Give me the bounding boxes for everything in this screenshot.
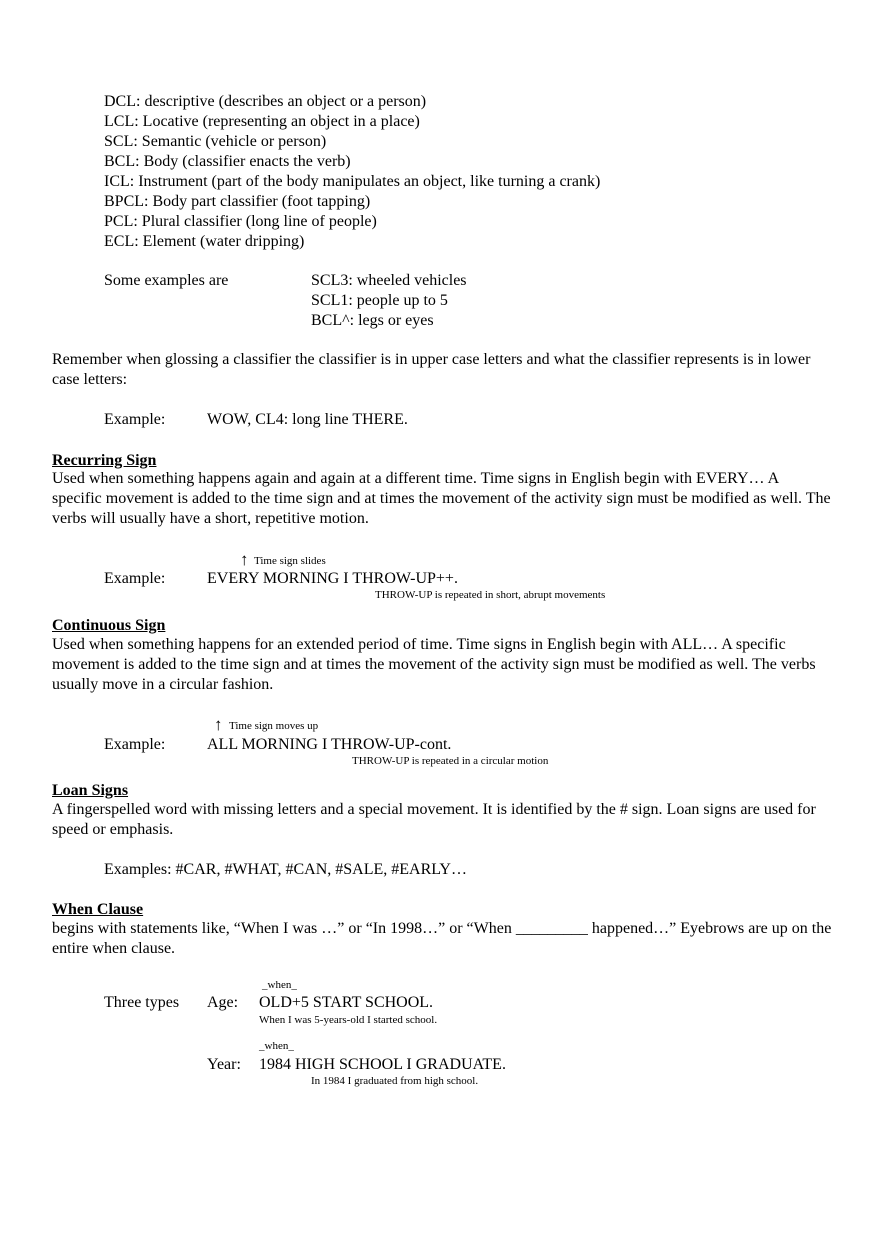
age-example-text: OLD+5 START SCHOOL.: [259, 994, 434, 1011]
loan-body: A fingerspelled word with missing letters and a special movement. It is identified by the # sign. Loan signs are used for speed or emphasis.: [52, 801, 816, 838]
example-item: SCL3: wheeled vehicles: [311, 272, 467, 289]
age-translation: When I was 5-years-old I started school.: [259, 1014, 438, 1026]
continuous-sub-note: THROW-UP is repeated in a circular motion: [352, 755, 549, 767]
continuous-arrow-note: Time sign moves up: [229, 720, 319, 732]
classifier-item: LCL: Locative (representing an object in a place): [104, 113, 420, 130]
loan-heading: Loan Signs: [52, 782, 129, 799]
arrow-up-icon: ↑: [240, 550, 249, 569]
classifier-item: ECL: Element (water dripping): [104, 233, 305, 250]
age-label: Age:: [207, 994, 239, 1011]
recurring-example-label: Example:: [104, 570, 166, 587]
examples-list: [311, 271, 467, 331]
recurring-body: Used when something happens again and again at a different time. Time signs in English begin with EVERY… A specific movement is added to the time sign and at times the movement of the activity sign must be modified as well. The verbs will usually have a short, repetitive motion.: [52, 470, 831, 527]
year-example-text: 1984 HIGH SCHOOL I GRADUATE.: [259, 1056, 506, 1073]
gloss-note: Remember when glossing a classifier the classifier is in upper case letters and what the classifier represents is in lower case letters:: [52, 351, 811, 388]
arrow-up-icon: ↑: [214, 715, 223, 734]
classifier-item: DCL: descriptive (describes an object or a person): [104, 93, 427, 110]
gloss-example-label: Example:: [104, 411, 166, 428]
when-body: begins with statements like, “When I was …” or “In 1998…” or “When _________ happened…” Eyebrows are up on the entire when clause.: [52, 920, 832, 957]
continuous-example-text: ALL MORNING I THROW-UP-cont.: [207, 736, 452, 753]
classifier-item: ICL: Instrument (part of the body manipulates an object, like turning a crank): [104, 173, 601, 190]
example-item: BCL^: legs or eyes: [311, 312, 434, 329]
classifier-list: [104, 92, 600, 252]
recurring-arrow-note: Time sign slides: [254, 555, 326, 567]
when-heading: When Clause: [52, 901, 144, 918]
year-translation: In 1984 I graduated from high school.: [311, 1075, 479, 1087]
recurring-example-text: EVERY MORNING I THROW-UP++.: [207, 570, 458, 587]
continuous-body: Used when something happens for an extended period of time. Time signs in English begin with ALL… A specific movement is added to the time sign and at times the movement of the activity sign must be modified as well. The verbs usually move in a circular fashion.: [52, 636, 816, 693]
classifier-item: SCL: Semantic (vehicle or person): [104, 133, 327, 150]
continuous-heading: Continuous Sign: [52, 617, 166, 634]
example-item: SCL1: people up to 5: [311, 292, 448, 309]
classifier-item: BPCL: Body part classifier (foot tapping): [104, 193, 371, 210]
classifier-item: PCL: Plural classifier (long line of people): [104, 213, 377, 230]
year-label: Year:: [207, 1056, 241, 1073]
when-marker-age: _when_: [262, 979, 297, 991]
types-label: Three types: [104, 994, 180, 1011]
continuous-example-label: Example:: [104, 736, 166, 753]
recurring-heading: Recurring Sign: [52, 452, 157, 469]
classifier-item: BCL: Body (classifier enacts the verb): [104, 153, 351, 170]
loan-examples: Examples: #CAR, #WHAT, #CAN, #SALE, #EARLY…: [104, 861, 467, 878]
when-marker-year: _when_: [259, 1040, 294, 1052]
gloss-example-text: WOW, CL4: long line THERE.: [207, 411, 408, 428]
examples-label: Some examples are: [104, 272, 229, 289]
recurring-sub-note: THROW-UP is repeated in short, abrupt movements: [375, 589, 606, 601]
